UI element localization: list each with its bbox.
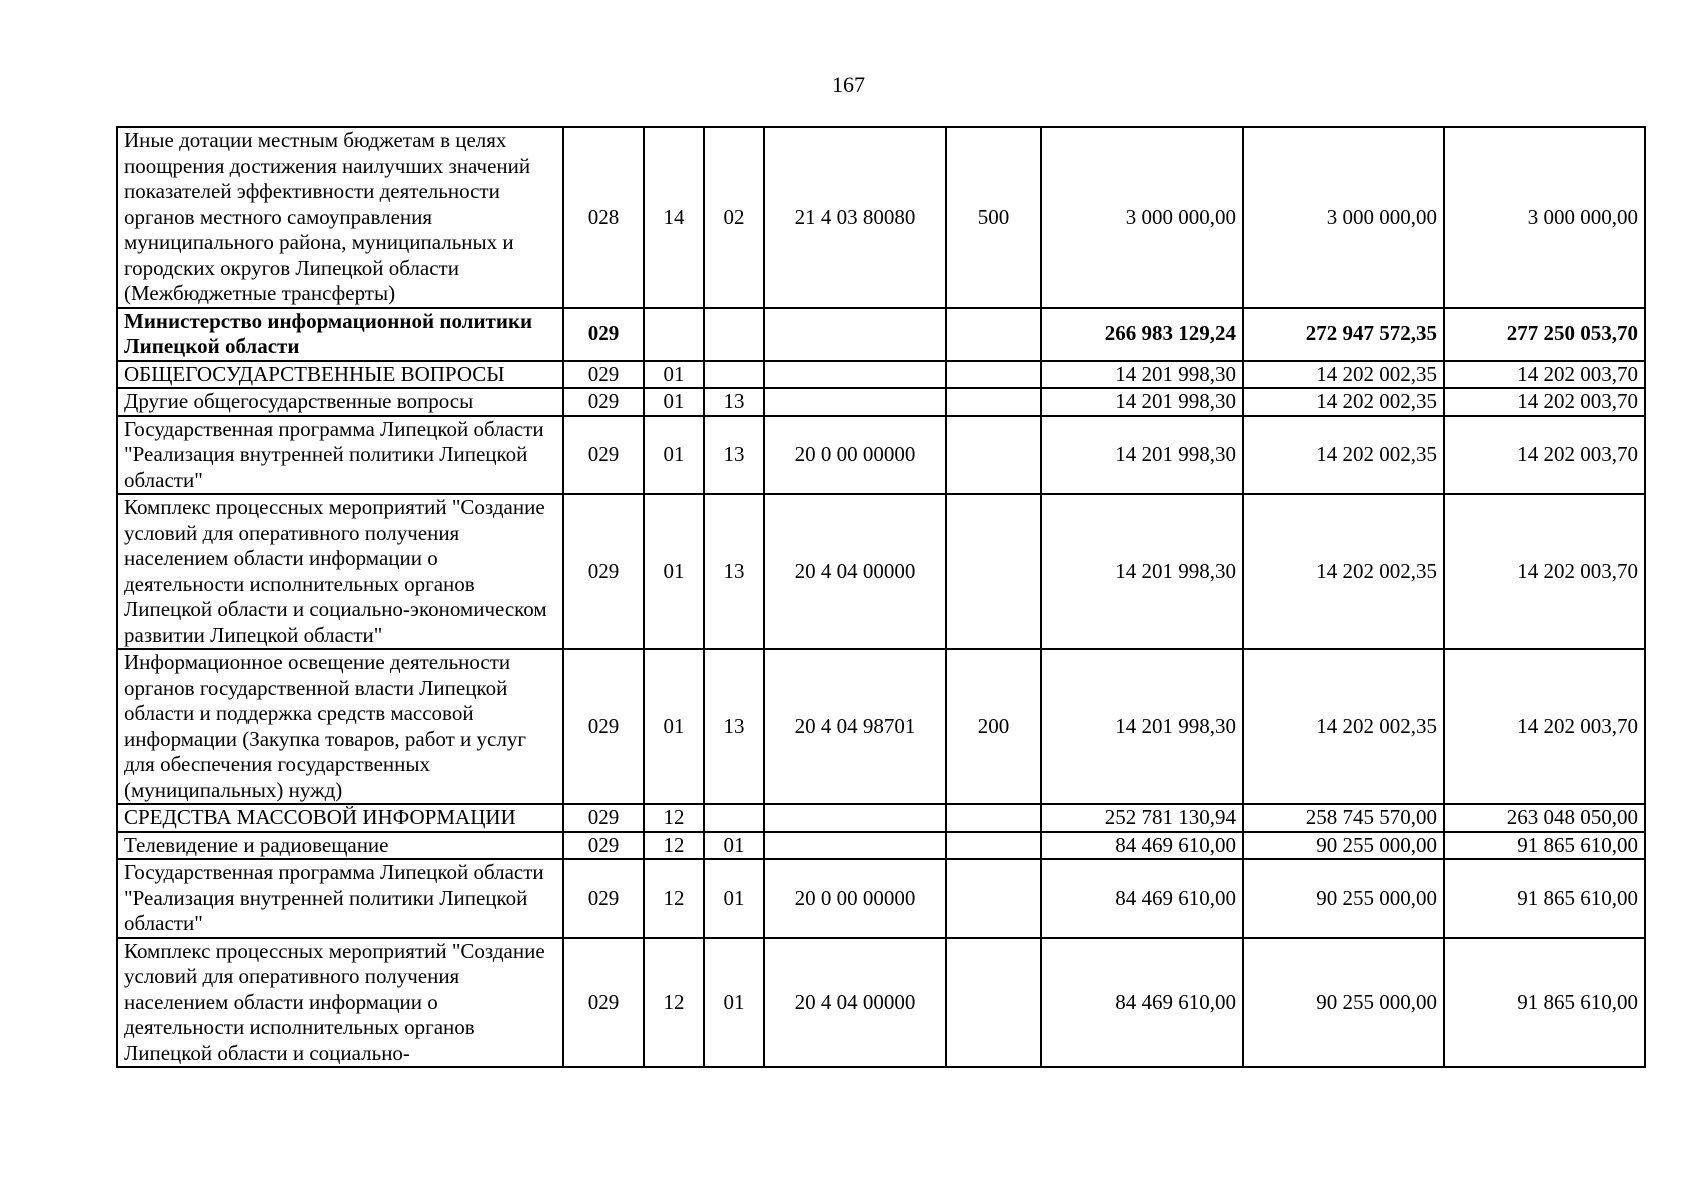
cell-csr — [764, 832, 946, 860]
cell-sum-3: 14 202 003,70 — [1444, 416, 1645, 495]
cell-rz: 01 — [644, 388, 704, 416]
cell-vr — [946, 416, 1041, 495]
cell-vr — [946, 308, 1041, 361]
cell-rz: 12 — [644, 859, 704, 938]
cell-glav: 029 — [563, 361, 644, 389]
cell-glav: 029 — [563, 308, 644, 361]
cell-sum-1: 14 201 998,30 — [1041, 649, 1243, 804]
cell-name: СРЕДСТВА МАССОВОЙ ИНФОРМАЦИИ — [117, 804, 563, 832]
cell-pr: 13 — [704, 649, 764, 804]
cell-name: Другие общегосударственные вопросы — [117, 388, 563, 416]
cell-rz: 12 — [644, 804, 704, 832]
table-row — [117, 804, 1645, 832]
cell-sum-3: 14 202 003,70 — [1444, 388, 1645, 416]
cell-glav: 029 — [563, 832, 644, 860]
cell-sum-2: 90 255 000,00 — [1243, 859, 1444, 938]
cell-csr — [764, 361, 946, 389]
cell-csr: 20 4 04 00000 — [764, 494, 946, 649]
cell-name: ОБЩЕГОСУДАРСТВЕННЫЕ ВОПРОСЫ — [117, 361, 563, 389]
cell-csr: 20 4 04 00000 — [764, 938, 946, 1068]
cell-sum-2: 90 255 000,00 — [1243, 832, 1444, 860]
cell-vr — [946, 361, 1041, 389]
cell-pr: 01 — [704, 859, 764, 938]
cell-name: Информационное освещение деятельности органов государственной власти Липецкой области и поддержка средств массовой информации (Закупка товаров, работ и услуг для обеспечения государственных (муниципальных) нужд) — [117, 649, 563, 804]
cell-glav: 029 — [563, 938, 644, 1068]
cell-vr — [946, 804, 1041, 832]
cell-sum-2: 258 745 570,00 — [1243, 804, 1444, 832]
cell-rz: 01 — [644, 649, 704, 804]
cell-sum-3: 14 202 003,70 — [1444, 649, 1645, 804]
table-row — [117, 832, 1645, 860]
cell-sum-1: 266 983 129,24 — [1041, 308, 1243, 361]
cell-glav: 029 — [563, 388, 644, 416]
page-number: 167 — [832, 72, 865, 97]
cell-csr — [764, 388, 946, 416]
cell-vr: 200 — [946, 649, 1041, 804]
cell-name: Комплекс процессных мероприятий "Создание условий для оперативного получения населением области информации о деятельности исполнительных органов Липецкой области и социально-экономическом развитии Липецкой области" — [117, 494, 563, 649]
cell-csr: 20 0 00 00000 — [764, 859, 946, 938]
cell-sum-3: 3 000 000,00 — [1444, 127, 1645, 308]
cell-sum-2: 14 202 002,35 — [1243, 494, 1444, 649]
table-row — [117, 361, 1645, 389]
table-row — [117, 416, 1645, 495]
cell-vr — [946, 388, 1041, 416]
cell-name: Телевидение и радиовещание — [117, 832, 563, 860]
cell-sum-1: 84 469 610,00 — [1041, 938, 1243, 1068]
cell-rz: 01 — [644, 494, 704, 649]
cell-sum-2: 90 255 000,00 — [1243, 938, 1444, 1068]
cell-csr — [764, 308, 946, 361]
cell-vr — [946, 494, 1041, 649]
cell-sum-2: 272 947 572,35 — [1243, 308, 1444, 361]
table-row — [117, 127, 1645, 308]
cell-sum-3: 263 048 050,00 — [1444, 804, 1645, 832]
cell-pr — [704, 308, 764, 361]
cell-csr — [764, 804, 946, 832]
cell-glav: 029 — [563, 494, 644, 649]
cell-glav: 029 — [563, 416, 644, 495]
cell-sum-3: 277 250 053,70 — [1444, 308, 1645, 361]
cell-sum-3: 91 865 610,00 — [1444, 938, 1645, 1068]
cell-rz: 14 — [644, 127, 704, 308]
table-row — [117, 308, 1645, 361]
cell-sum-1: 14 201 998,30 — [1041, 388, 1243, 416]
cell-name: Иные дотации местным бюджетам в целях поощрения достижения наилучших значений показателей эффективности деятельности органов местного самоуправления муниципального района, муниципальных и городских округов Липецкой области (Межбюджетные трансферты) — [117, 127, 563, 308]
table-row — [117, 859, 1645, 938]
cell-csr: 21 4 03 80080 — [764, 127, 946, 308]
cell-sum-3: 91 865 610,00 — [1444, 859, 1645, 938]
cell-glav: 029 — [563, 859, 644, 938]
cell-name: Министерство информационной политики Липецкой области — [117, 308, 563, 361]
cell-sum-2: 14 202 002,35 — [1243, 361, 1444, 389]
cell-sum-2: 14 202 002,35 — [1243, 388, 1444, 416]
cell-pr: 02 — [704, 127, 764, 308]
cell-vr — [946, 832, 1041, 860]
cell-sum-2: 14 202 002,35 — [1243, 649, 1444, 804]
cell-sum-1: 84 469 610,00 — [1041, 832, 1243, 860]
cell-glav: 029 — [563, 649, 644, 804]
cell-rz — [644, 308, 704, 361]
cell-pr — [704, 804, 764, 832]
table-row — [117, 649, 1645, 804]
table-row — [117, 938, 1645, 1068]
cell-sum-1: 84 469 610,00 — [1041, 859, 1243, 938]
cell-vr — [946, 859, 1041, 938]
cell-pr: 13 — [704, 494, 764, 649]
cell-sum-3: 14 202 003,70 — [1444, 494, 1645, 649]
cell-sum-1: 14 201 998,30 — [1041, 494, 1243, 649]
cell-pr: 01 — [704, 938, 764, 1068]
cell-sum-1: 14 201 998,30 — [1041, 361, 1243, 389]
cell-name: Государственная программа Липецкой области "Реализация внутренней политики Липецкой области" — [117, 859, 563, 938]
cell-name: Государственная программа Липецкой области "Реализация внутренней политики Липецкой области" — [117, 416, 563, 495]
cell-pr — [704, 361, 764, 389]
budget-table — [116, 126, 1646, 1068]
cell-vr: 500 — [946, 127, 1041, 308]
cell-csr: 20 0 00 00000 — [764, 416, 946, 495]
cell-rz: 01 — [644, 361, 704, 389]
cell-sum-1: 14 201 998,30 — [1041, 416, 1243, 495]
cell-rz: 12 — [644, 832, 704, 860]
table-row — [117, 494, 1645, 649]
cell-sum-2: 14 202 002,35 — [1243, 416, 1444, 495]
table-body — [117, 127, 1645, 1067]
table-row — [117, 388, 1645, 416]
cell-glav: 028 — [563, 127, 644, 308]
cell-glav: 029 — [563, 804, 644, 832]
cell-pr: 01 — [704, 832, 764, 860]
cell-sum-1: 252 781 130,94 — [1041, 804, 1243, 832]
cell-rz: 01 — [644, 416, 704, 495]
cell-sum-3: 14 202 003,70 — [1444, 361, 1645, 389]
cell-pr: 13 — [704, 388, 764, 416]
cell-rz: 12 — [644, 938, 704, 1068]
cell-sum-1: 3 000 000,00 — [1041, 127, 1243, 308]
cell-csr: 20 4 04 98701 — [764, 649, 946, 804]
cell-sum-2: 3 000 000,00 — [1243, 127, 1444, 308]
cell-sum-3: 91 865 610,00 — [1444, 832, 1645, 860]
cell-name: Комплекс процессных мероприятий "Создание условий для оперативного получения населением области информации о деятельности исполнительных органов Липецкой области и социально- — [117, 938, 563, 1068]
cell-pr: 13 — [704, 416, 764, 495]
cell-vr — [946, 938, 1041, 1068]
